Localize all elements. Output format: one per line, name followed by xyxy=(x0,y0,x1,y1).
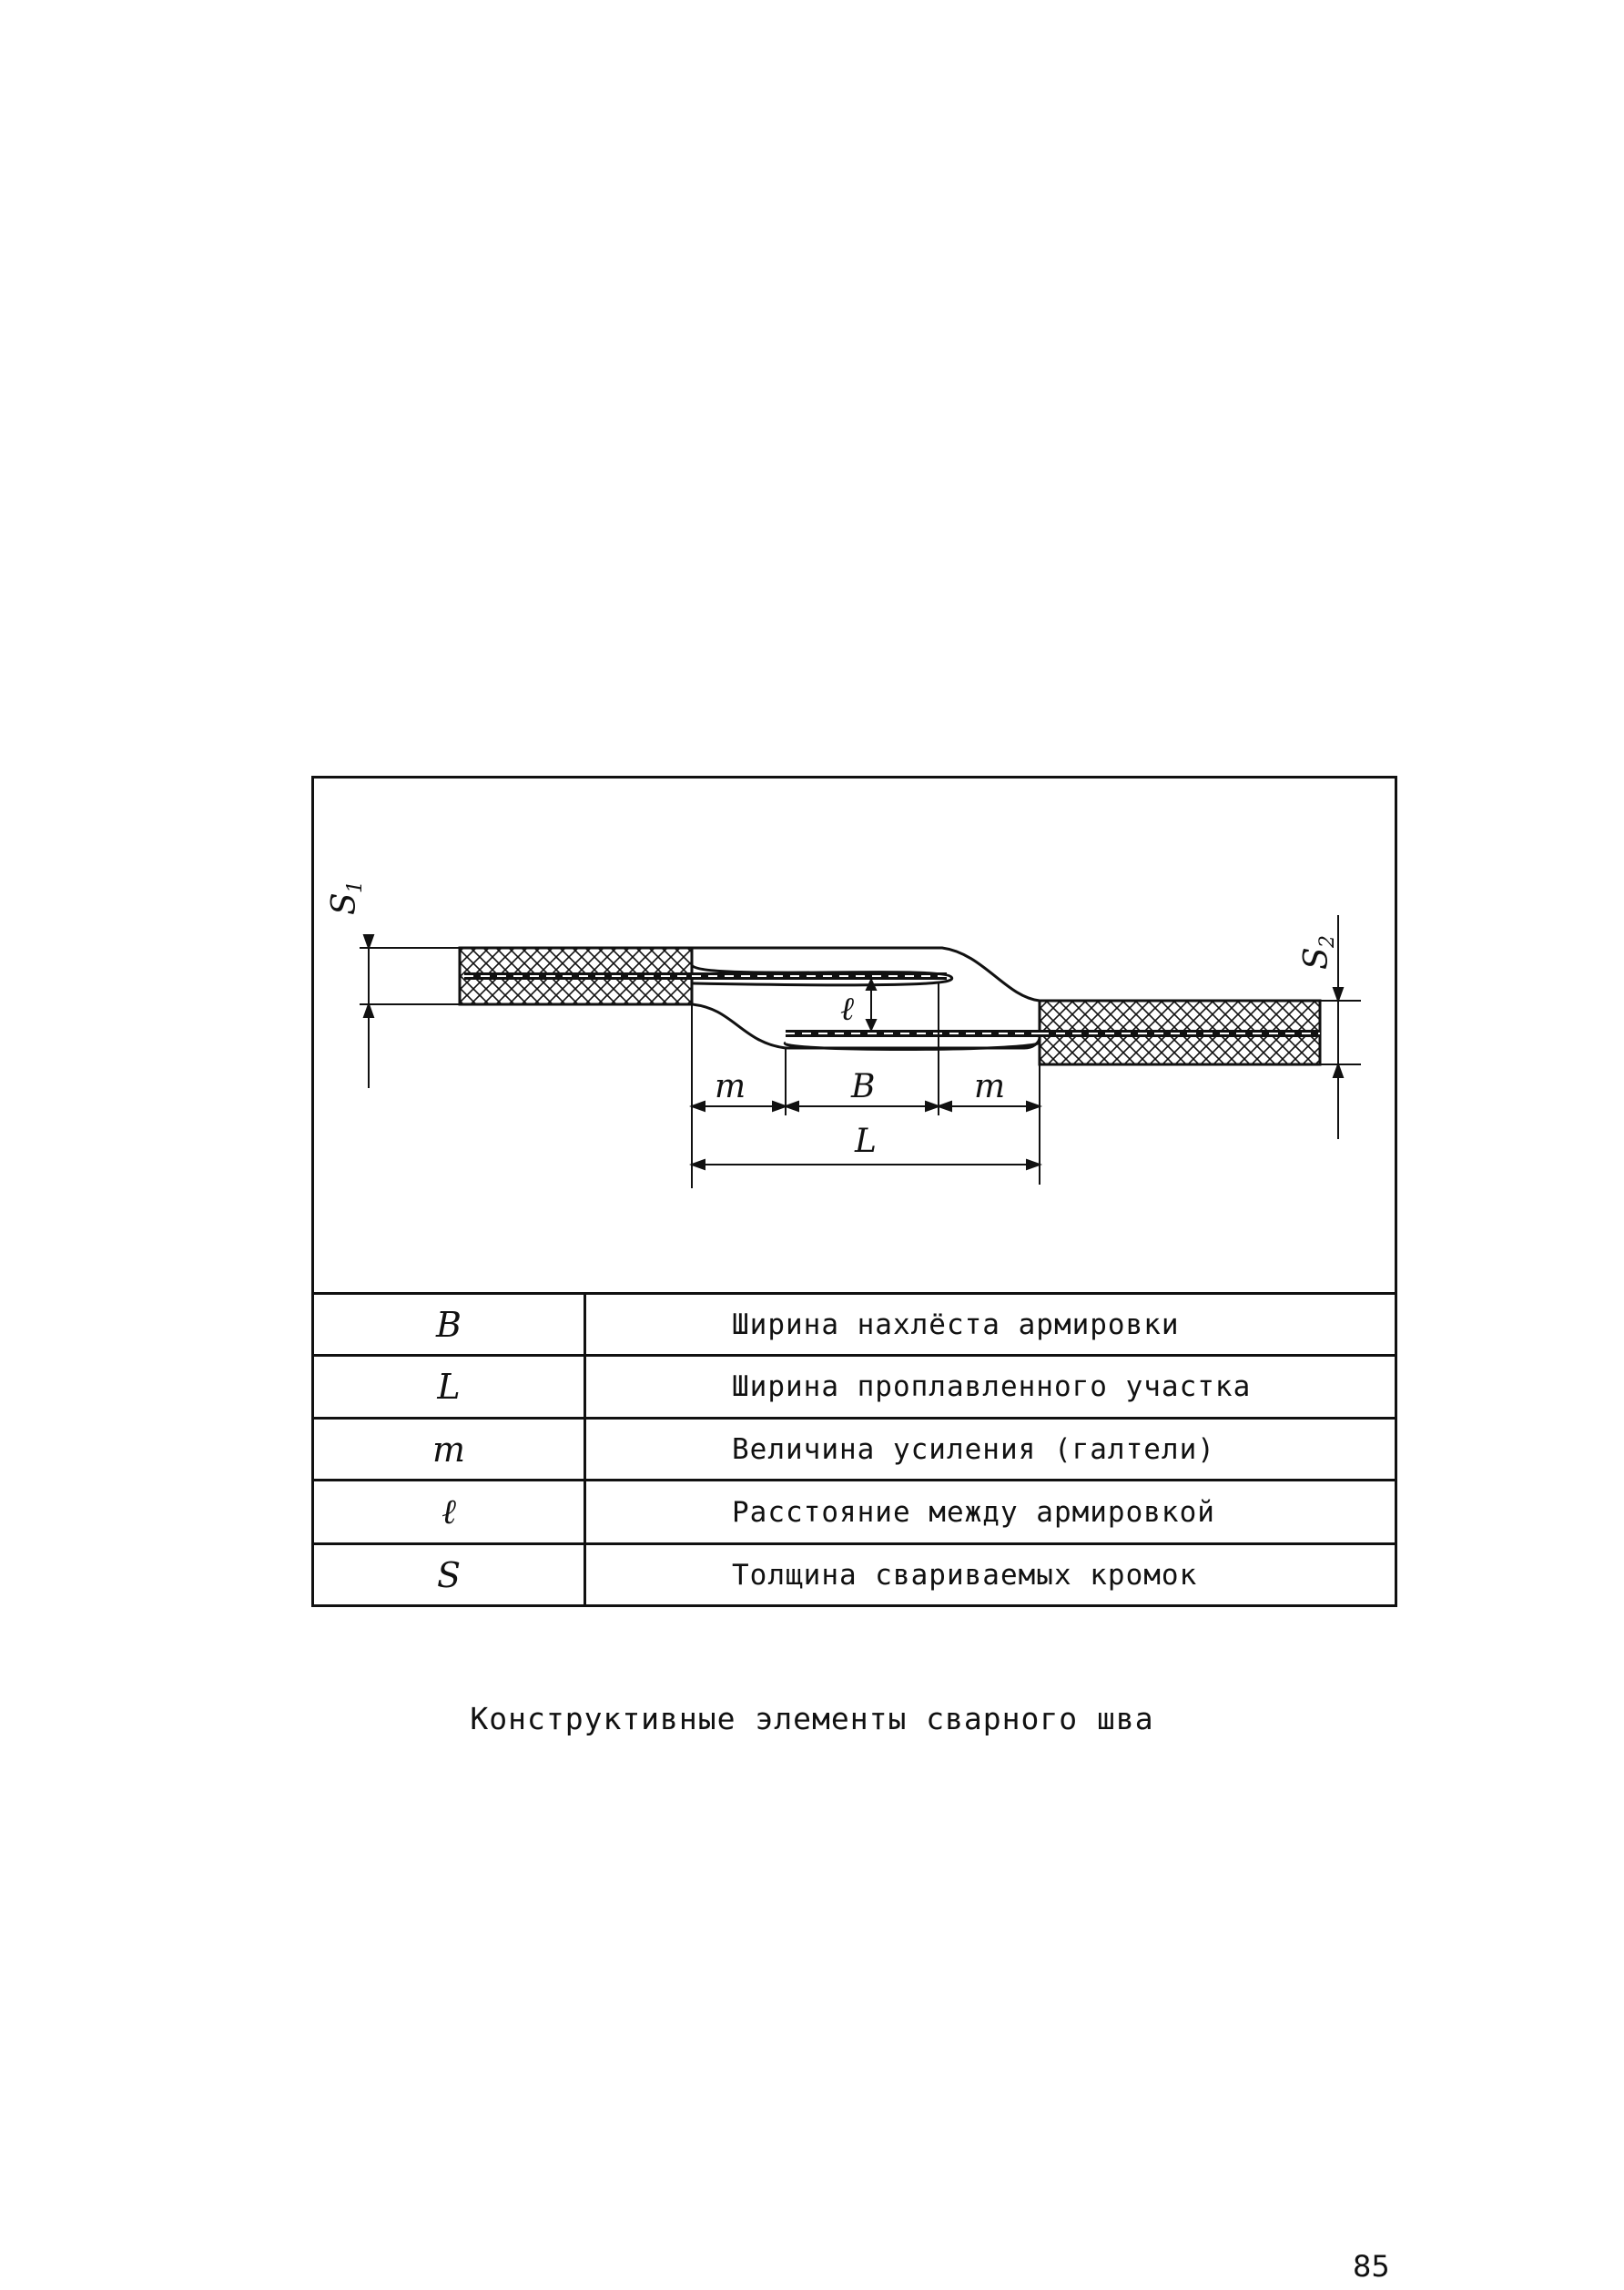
table-row xyxy=(314,1418,1395,1480)
table-row xyxy=(314,1544,1395,1604)
symbol-cell: m xyxy=(314,1418,585,1480)
table-row xyxy=(314,1294,1395,1356)
page-number: 85 xyxy=(1353,2249,1390,2284)
left-sheet xyxy=(460,948,692,1004)
symbol-cell: ℓ xyxy=(314,1481,585,1544)
l-small-dimension xyxy=(867,980,876,1030)
figure-frame xyxy=(311,776,1397,1607)
table-row xyxy=(314,1356,1395,1418)
s1-label: S xyxy=(326,892,363,915)
figure-caption: Конструктивные элементы сварного шва xyxy=(470,1701,1154,1736)
L-dimension xyxy=(692,1160,1040,1169)
s1-dimension xyxy=(360,935,460,1088)
s1-subscript: 1 xyxy=(344,880,367,893)
m-left-label: m xyxy=(715,1068,746,1105)
right-reinforcement xyxy=(786,1030,1040,1037)
b-label: B xyxy=(851,1068,876,1105)
l-small-label: ℓ xyxy=(840,991,854,1028)
table-row xyxy=(314,1481,1395,1544)
symbol-cell: B xyxy=(314,1294,585,1356)
legend-table xyxy=(314,1292,1395,1604)
description-cell: Расстояние между армировкой xyxy=(585,1481,1396,1544)
description-cell: Величина усиления (галтели) xyxy=(585,1418,1396,1480)
right-sheet xyxy=(1040,1001,1320,1064)
s2-label: S xyxy=(1298,947,1335,970)
weld-seam-drawing xyxy=(314,779,1395,1292)
description-cell: Ширина нахлёста армировки xyxy=(585,1294,1396,1356)
symbol-cell: L xyxy=(314,1356,585,1418)
description-cell: Толщина свариваемых кромок xyxy=(585,1544,1396,1604)
m-right-label: m xyxy=(974,1068,1006,1105)
description-cell: Ширина проплавленного участка xyxy=(585,1356,1396,1418)
symbol-cell: S xyxy=(314,1544,585,1604)
L-label: L xyxy=(855,1123,877,1160)
s2-subscript: 2 xyxy=(1316,935,1339,948)
